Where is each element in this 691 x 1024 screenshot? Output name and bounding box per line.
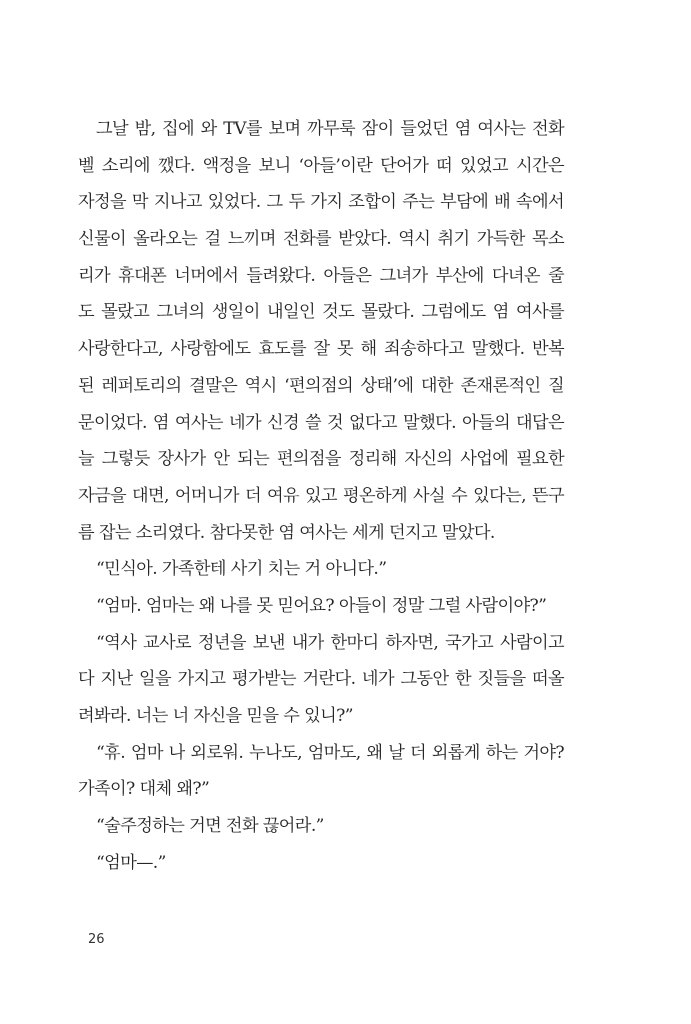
text-line: 리가 휴대폰 너머에서 들려왔다. 아들은 그녀가 부산에 다녀온 줄 — [78, 265, 564, 286]
text-line: 벨 소리에 깼다. 액정을 보니 ‘아들’이란 단어가 떠 있었고 시간은 — [78, 155, 564, 176]
text-line: 사랑한다고, 사랑함에도 효도를 잘 못 해 죄송하다고 말했다. 반복 — [78, 339, 564, 360]
dialogue-line: “민식아. 가족한테 사기 치는 거 아니다.” — [96, 559, 387, 580]
page-number: 26 — [88, 932, 105, 947]
dialogue-line: 다 지난 일을 가지고 평가받는 거란다. 네가 그동안 한 짓들을 떠올 — [78, 669, 564, 690]
text-line: 문이었다. 염 여사는 네가 신경 쓸 것 없다고 말했다. 아들의 대답은 — [78, 412, 564, 433]
body-text — [78, 111, 564, 881]
dialogue-line: 가족이? 대체 왜?” — [78, 779, 210, 800]
text-line: 신물이 올라오는 걸 느끼며 전화를 받았다. 역시 취기 가득한 목소 — [78, 229, 564, 250]
dialogue-line: 려봐라. 너는 너 자신을 믿을 수 있니?” — [78, 706, 353, 726]
text-line: 그날 밤, 집에 와 TV를 보며 까무룩 잠이 들었던 염 여사는 전화 — [96, 119, 564, 139]
dialogue-line: “역사 교사로 정년을 보낸 내가 한마디 하자면, 국가고 사람이고 — [96, 632, 564, 653]
text-line: 된 레퍼토리의 결말은 역시 ‘편의점의 상태’에 대한 존재론적인 질 — [78, 375, 564, 396]
dialogue-line: “휴. 엄마 나 외로워. 누나도, 엄마도, 왜 날 더 외롭게 하는 거야? — [96, 742, 564, 763]
text-line: 늘 그렇듯 장사가 안 되는 편의점을 정리해 자신의 사업에 필요한 — [78, 449, 564, 470]
text-line: 름 잡는 소리였다. 참다못한 염 여사는 세게 던지고 말았다. — [78, 522, 495, 543]
text-line: 도 몰랐고 그녀의 생일이 내일인 것도 몰랐다. 그럼에도 염 여사를 — [78, 302, 564, 323]
text-line: 자정을 막 지나고 있었다. 그 두 가지 조합이 주는 부담에 배 속에서 — [78, 192, 564, 213]
dialogue-line: “엄마—.” — [96, 852, 166, 873]
text-line: 자금을 대면, 어머니가 더 여유 있고 평온하게 사실 수 있다는, 뜬구 — [78, 485, 564, 506]
dialogue-line: “엄마. 엄마는 왜 나를 못 믿어요? 아들이 정말 그럴 사람이야?” — [96, 595, 547, 616]
dialogue-line: “술주정하는 거면 전화 끊어라.” — [96, 816, 324, 837]
